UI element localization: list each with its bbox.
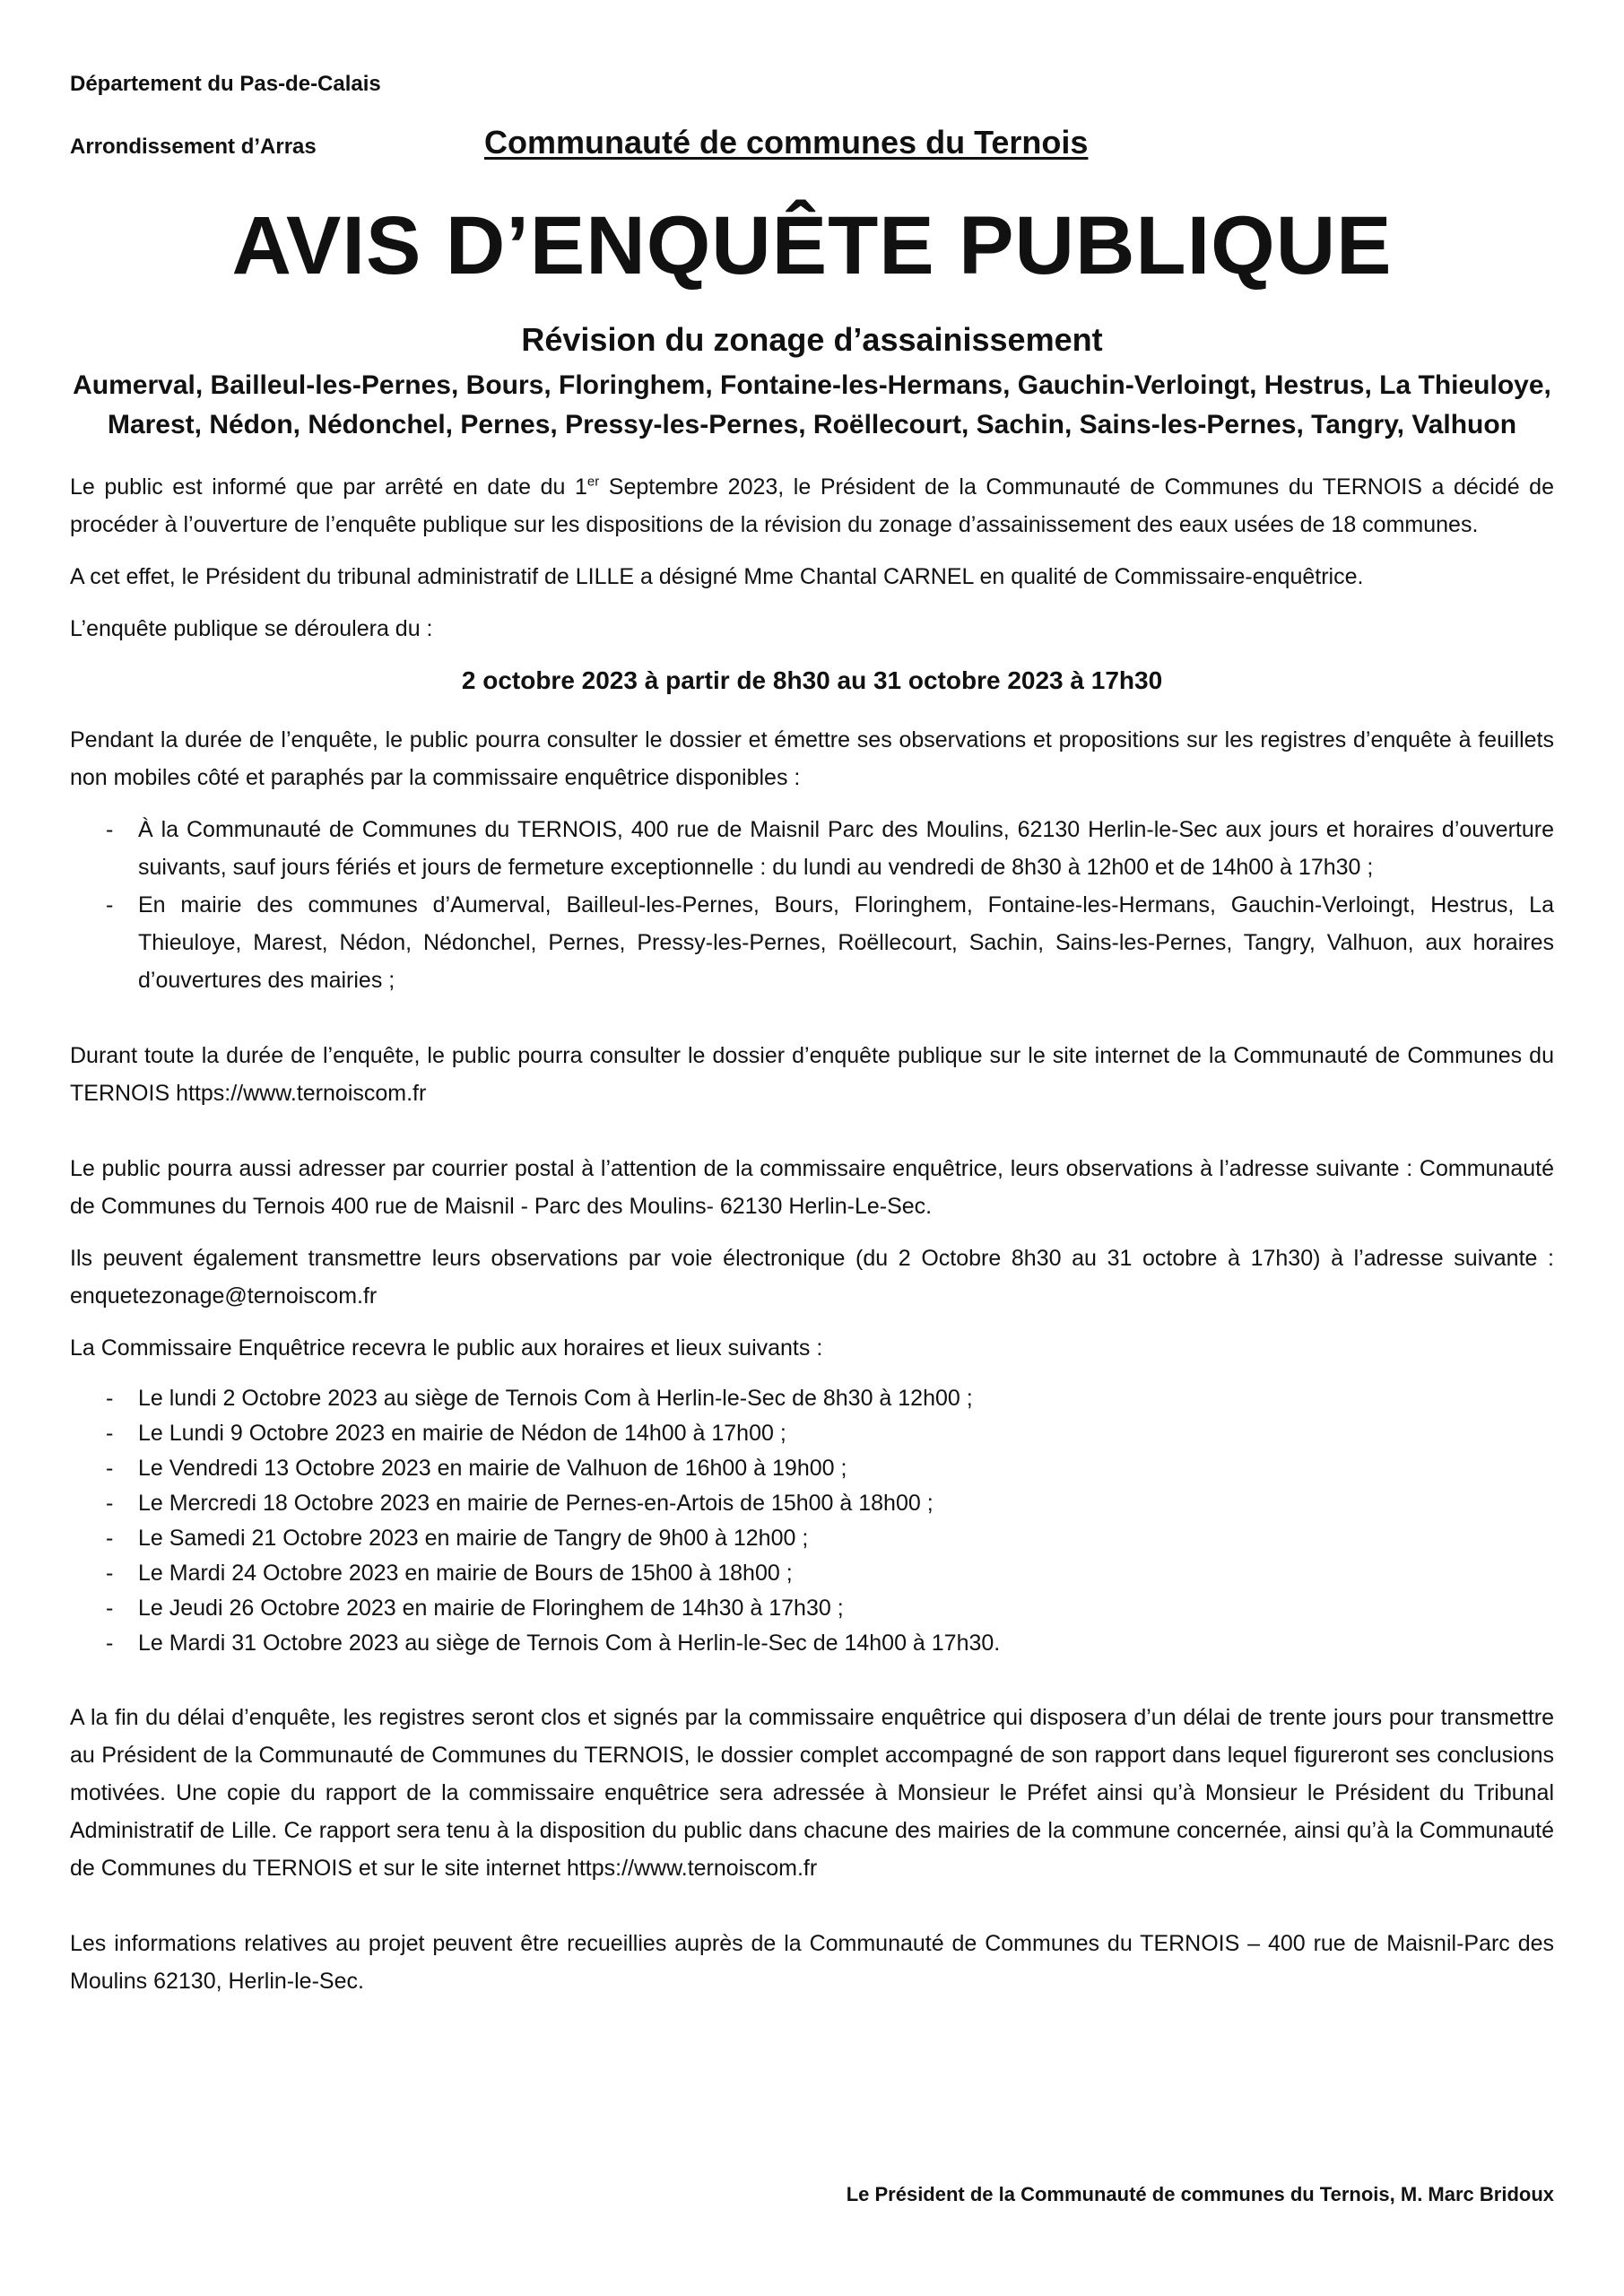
locations-list [70,811,1554,999]
communes-list [70,366,1554,445]
list-item: - En mairie des communes d’Aumerval, Bailleul-les-Pernes, Bours, Floringhem, Fontaine-les-Hermans, Gauchin-Verloingt, Hestrus, La Thieuloye, Marest, Nédon, Nédonchel, Pernes, Pressy-les-Pernes, Roëllecourt, Sachin, Sains-les-Pernes, Tangry, Valhuon, aux horaires d’ouvertures des mairies ; [70,886,1554,999]
intro-text: Septembre 2023, le Président de la Communauté de Communes du TERNOIS a décidé de procéder à l’ouverture de l’enquête publique sur les dispositions de la révision du zonage d’assainissement des eaux usées de 18 communes. [70,474,1554,537]
list-item: - Le Jeudi 26 Octobre 2023 en mairie de Floringhem de 14h30 à 17h30 ; [70,1591,1554,1626]
department-label: Département du Pas-de-Calais [70,72,381,96]
closing-paragraph: A la fin du délai d’enquête, les registres seront clos et signés par la commissaire enquêtrice qui disposera d’un délai de trente jours pour transmettre au Président de la Communauté de Communes du TERNOIS, le dossier complet accompagné de son rapport dans lequel figureront ses conclusions motivées. Une copie du rapport de la commissaire enquêtrice sera adressée à Monsieur le Préfet ainsi qu’à Monsieur le Président du Tribunal Administratif de Lille. Ce rapport sera tenu à la disposition du public dans chacune des mairies de la commune concernée, ainsi qu’à la Communauté de Communes du TERNOIS et sur le site internet https://www.ternoiscom.fr [70,1705,1554,1881]
list-item: - Le Mercredi 18 Octobre 2023 en mairie de Pernes-en-Artois de 15h00 à 18h00 ; [70,1486,1554,1521]
arrondissement-label: Arrondissement d’Arras [70,135,317,159]
permanences-intro: La Commissaire Enquêtrice recevra le public aux horaires et lieux suivants : [70,1335,823,1361]
intro-paragraph [70,468,1554,544]
commissioner-paragraph: A cet effet, le Président du tribunal administratif de LILLE a désigné Mme Chantal CARNEL en qualité de Commissaire-enquêtrice. [70,564,1364,589]
list-item: - À la Communauté de Communes du TERNOIS, 400 rue de Maisnil Parc des Moulins, 62130 Herlin-le-Sec aux jours et horaires d’ouverture suivants, sauf jours fériés et jours de fermeture exceptionnelle : du lundi au vendredi de 8h30 à 12h00 et de 14h00 à 17h30 ; [70,811,1554,886]
list-item: - Le Samedi 21 Octobre 2023 en mairie de Tangry de 9h00 à 12h00 ; [70,1521,1554,1556]
online-paragraph: Durant toute la durée de l’enquête, le public pourra consulter le dossier d’enquête publique sur le site internet de la Communauté de Communes du TERNOIS https://www.ternoiscom.fr [70,1043,1554,1106]
consult-paragraph: Pendant la durée de l’enquête, le public pourra consulter le dossier et émettre ses observations et propositions sur les registres d’enquête à feuillets non mobiles côté et paraphés par la commissaire enquêtrice disponibles : [70,727,1554,790]
list-item: - Le lundi 2 Octobre 2023 au siège de Ternois Com à Herlin-le-Sec de 8h30 à 12h00 ; [70,1381,1554,1416]
inquiry-period: 2 octobre 2023 à partir de 8h30 au 31 octobre 2023 à 17h30 [461,666,1163,694]
page-title: AVIS D’ENQUÊTE PUBLIQUE [231,200,1393,291]
period-intro: L’enquête publique se déroulera du : [70,616,433,641]
email-paragraph: Ils peuvent également transmettre leurs observations par voie électronique (du 2 Octobre 8h30 au 31 octobre à 17h30) à l’adresse suivante : enquetezonage@ternoiscom.fr [70,1246,1554,1309]
communes-line: Aumerval, Bailleul-les-Pernes, Bours, Floringhem, Fontaine-les-Hermans, Gauchin-Verloingt, Hestrus, La Thieuloye, [73,370,1551,400]
list-item: - Le Mardi 31 Octobre 2023 au siège de Ternois Com à Herlin-le-Sec de 14h00 à 17h30. [70,1626,1554,1661]
intro-text: Le public est informé que par arrêté en date du 1 [70,474,587,500]
information-paragraph: Les informations relatives au projet peuvent être recueillies auprès de la Communauté de Communes du TERNOIS – 400 rue de Maisnil-Parc des Moulins 62130, Herlin-le-Sec. [70,1931,1554,1994]
postal-paragraph: Le public pourra aussi adresser par courrier postal à l’attention de la commissaire enquêtrice, leurs observations à l’adresse suivante : Communauté de Communes du Ternois 400 rue de Maisnil - Parc des Moulins- 62130 Herlin-Le-Sec. [70,1156,1554,1219]
notice-body [70,468,1554,2014]
list-item: - Le Lundi 9 Octobre 2023 en mairie de Nédon de 14h00 à 17h00 ; [70,1416,1554,1451]
organization-title: Communauté de communes du Ternois [484,124,1089,161]
permanences-list [70,1381,1554,1661]
signature-line: Le Président de la Communauté de communes du Ternois, M. Marc Bridoux [846,2183,1554,2205]
ordinal-suffix: er [586,474,600,490]
communes-line: Marest, Nédon, Nédonchel, Pernes, Pressy-les-Pernes, Roëllecourt, Sachin, Sains-les-Pernes, Tangry, Valhuon [107,410,1517,439]
list-item: - Le Vendredi 13 Octobre 2023 en mairie de Valhuon de 16h00 à 19h00 ; [70,1451,1554,1486]
page-subtitle: Révision du zonage d’assainissement [521,321,1103,358]
list-item: - Le Mardi 24 Octobre 2023 en mairie de Bours de 15h00 à 18h00 ; [70,1556,1554,1591]
